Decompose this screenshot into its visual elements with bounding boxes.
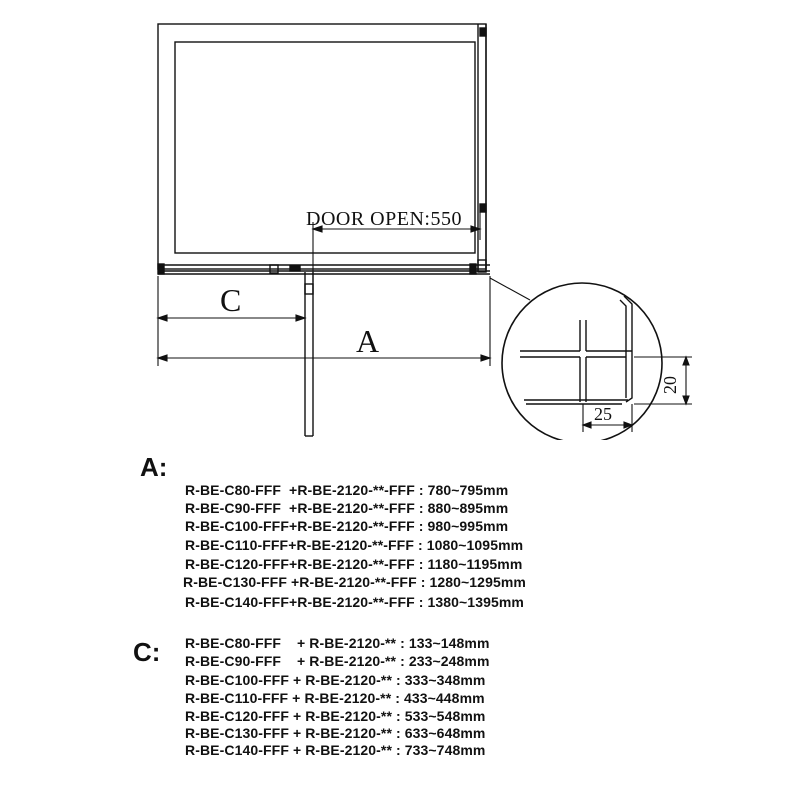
list-item: R-BE-C140-FFF + R-BE-2120-** : 733~748mm xyxy=(185,742,486,758)
dimension-a xyxy=(158,276,490,366)
list-item: R-BE-C130-FFF + R-BE-2120-** : 633~648mm xyxy=(185,725,486,741)
door-open-label: DOOR OPEN:550 xyxy=(306,208,462,230)
list-item: R-BE-C80-FFF +R-BE-2120-**-FFF : 780~795mm xyxy=(185,482,509,498)
list-item: R-BE-C110-FFF + R-BE-2120-** : 433~448mm xyxy=(185,690,485,706)
dimension-a-label: A xyxy=(356,323,380,359)
section-a-heading: A: xyxy=(140,452,168,482)
detail-leader-line xyxy=(490,278,530,300)
list-item: R-BE-C120-FFF + R-BE-2120-** : 533~548mm xyxy=(185,708,486,724)
detail-dim-width-label: 25 xyxy=(594,404,612,424)
list-item: R-BE-C100-FFF+R-BE-2120-**-FFF : 980~995mm xyxy=(185,518,509,534)
detail-dim-height-label: 20 xyxy=(660,376,680,394)
dimension-c-label: C xyxy=(220,282,242,318)
wall-profile xyxy=(478,24,486,272)
section-c-heading: C: xyxy=(133,637,161,667)
list-item: R-BE-C120-FFF+R-BE-2120-**-FFF : 1180~1195mm xyxy=(185,556,523,572)
list-item: R-BE-C140-FFF+R-BE-2120-**-FFF : 1380~1395mm xyxy=(185,594,524,610)
list-item: R-BE-C100-FFF + R-BE-2120-** : 333~348mm xyxy=(185,672,486,688)
list-item: R-BE-C80-FFF + R-BE-2120-** : 133~148mm xyxy=(185,635,490,651)
list-item: R-BE-C90-FFF + R-BE-2120-** : 233~248mm xyxy=(185,653,490,669)
swing-door xyxy=(305,272,313,436)
list-item: R-BE-C110-FFF+R-BE-2120-**-FFF : 1080~1095mm xyxy=(185,537,524,553)
list-item: R-BE-C130-FFF +R-BE-2120-**-FFF : 1280~1295mm xyxy=(183,574,526,590)
list-item: R-BE-C90-FFF +R-BE-2120-**-FFF : 880~895mm xyxy=(185,500,509,516)
